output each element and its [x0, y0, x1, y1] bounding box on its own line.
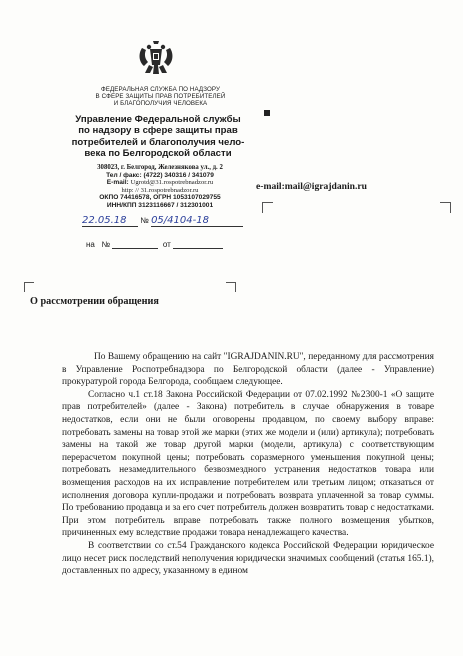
department-line: Управление Федеральной службы	[75, 114, 241, 125]
scan-mark	[264, 110, 270, 116]
inn-kpp: ИНН/КПП 3123116667 / 312301001	[106, 201, 214, 209]
corner-mark-left	[24, 282, 34, 292]
department-line: по надзору в сфере защиты прав	[78, 125, 238, 137]
department-line: потребителей и благополучия чело-	[71, 136, 245, 148]
registration-no-label: №	[140, 216, 149, 225]
corner-mark-right	[226, 282, 236, 292]
department-line: века по Белгородской области	[84, 148, 232, 160]
na-number-blank	[112, 248, 158, 249]
body-paragraph: В соответствии со ст.54 Гражданского кодекса Российской Федерации юридическое лицо несет риск последствий неполучения юридически значимых сообщений (статья 165.1), доставленных по адресу, указанному в едином	[62, 540, 434, 577]
contact-block	[75, 164, 245, 210]
department-name	[60, 114, 256, 160]
agency-line: И БЛАГОПОЛУЧИЯ ЧЕЛОВЕКА	[113, 100, 208, 108]
corner-mark-recipient-left	[262, 202, 273, 213]
letter-body	[62, 351, 434, 578]
agency-line: В СФЕРЕ ЗАЩИТЫ ПРАВ ПОТРЕБИТЕЛЕЙ	[95, 93, 226, 101]
corner-mark-recipient-right	[440, 202, 451, 213]
address: 308023, г. Белгород, Железнякова ул., д. 2	[97, 164, 223, 171]
okpo-ogrn: ОКПО 74416578, ОГРН 1053107029755	[99, 194, 221, 202]
phone-fax: Тел / факс: (4722) 340316 / 341079	[106, 171, 214, 179]
registration-number: 05/4104-18	[151, 215, 243, 227]
na-label: на	[86, 240, 95, 249]
agency-name	[78, 86, 243, 108]
website[interactable]: http: // 31.rospotrebnadzor.ru	[121, 186, 199, 194]
na-no-label: №	[101, 240, 111, 249]
ot-date-blank	[173, 248, 223, 249]
state-emblem-icon	[136, 38, 176, 78]
ot-label: от	[162, 240, 171, 249]
email-link[interactable]: Ugrotd@31.rospotrebnadzor.ru	[130, 179, 214, 187]
email-line	[75, 179, 245, 187]
registration-date: 22.05.18	[82, 215, 138, 227]
email-label: E-mail:	[106, 179, 129, 187]
body-paragraph: Согласно ч.1 ст.18 Закона Российской Федерации от 07.02.1992 №2300-1 «О защите прав потребителей» (далее - Закона) потребитель в случае обнаружения в товаре недостатков, если они не были оговорены продавцом, по своему выбору вправе: потребовать замены на товар этой же марки (этих же модели и (или) артикула); потребовать замены на такой же товар другой марки (модели, артикула) с соответствующим перерасчетом покупной цены; потребовать соразмерного уменьшения покупной цены; потребовать незамедлительного безвозмездного устранения недостатков товара или возмещения расходов на их исправление потребителем или третьим лицом; отказаться от исполнения договора купли-продажи и потребовать возврата уплаченной за товар суммы. По требованию продавца и за его счет потребитель должен возвратить товар с недостатками. При этом потребитель вправе потребовать также полного возмещения убытков, причиненных ему вследствие продажи товара ненадлежащего качества.	[62, 389, 434, 539]
reply-reference-line	[86, 240, 223, 249]
registration-line	[82, 215, 252, 229]
agency-line: ФЕДЕРАЛЬНАЯ СЛУЖБА ПО НАДЗОРУ	[100, 86, 221, 93]
letter-subject: О рассмотрении обращения	[30, 296, 159, 307]
body-paragraph: По Вашему обращению на сайт "IGRAJDANIN.RU", переданному для рассмотрения в Управление Роспотребнадзора по Белгородской области (далее - Управление) прокуратурой города Белгорода, сообщаем следующее.	[62, 352, 434, 388]
recipient-email[interactable]: e-mail:mail@igrajdanin.ru	[256, 181, 367, 192]
